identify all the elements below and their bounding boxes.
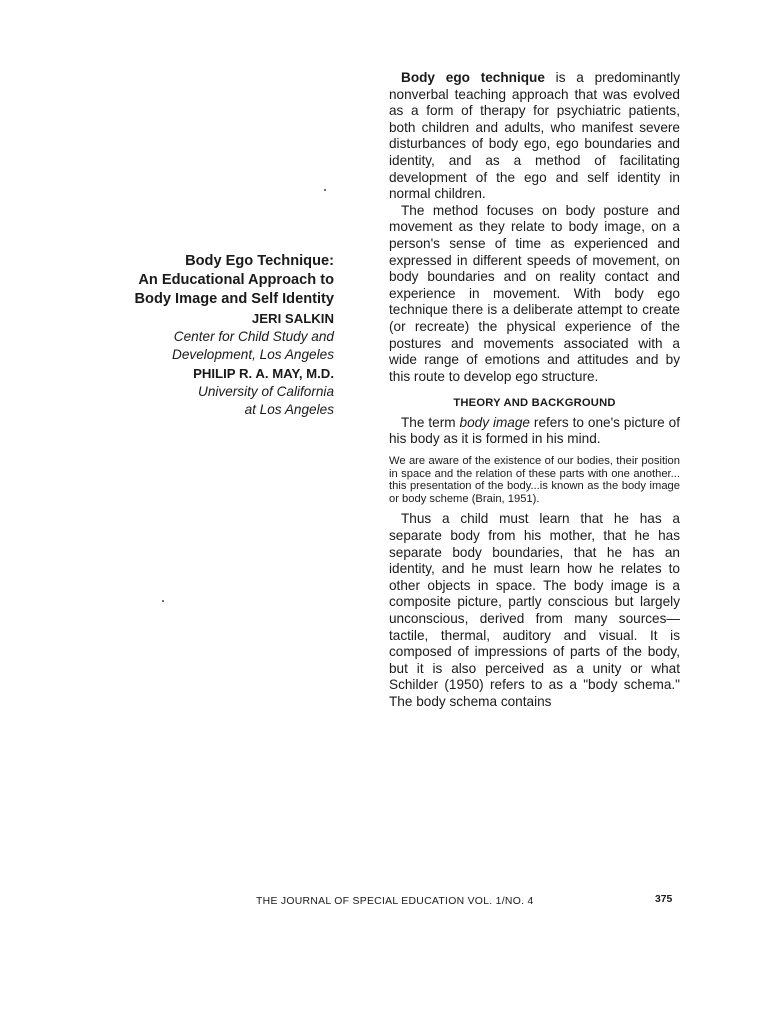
block-quote: We are aware of the existence of our bodies, their position in space and the relation of these parts with one another... this presentation of the body...is known as the body image or body scheme (Brain, 1951). (389, 455, 680, 505)
page-number: 375 (655, 894, 673, 905)
print-speck (162, 600, 164, 602)
lead-term: Body ego technique (401, 70, 545, 85)
author-affiliation: Center for Child Study and (173, 329, 334, 344)
paragraph-text: is a predominantly nonverbal teaching approach that was evolved as a form of therapy for psychiatric patients, both children and adults, who manifest severe disturbances of body ego, ego boundaries and identity, and as a method of facilitating development of the ego and self identity in normal children. (389, 70, 680, 202)
author-affiliation: at Los Angeles (244, 402, 334, 417)
paragraph-body-image: Thus a child must learn that he has a separate body from his mother, that he has separate body boundaries, that he has an identity, and he must learn how he relates to other objects in space. The body image is a composite picture, partly conscious but largely unconscious, derived from many sources—tactile, thermal, auditory and visual. It is composed of impressions of parts of the body, but it is also perceived as a unity or what Schilder (1950) refers to as a "body schema." The body schema contains (389, 511, 680, 709)
author-affiliation: University of California (198, 384, 334, 399)
title-block (60, 252, 334, 419)
journal-footer: THE JOURNAL OF SPECIAL EDUCATION VOL. 1/NO. 4 (256, 896, 534, 907)
emphasized-term: body image (459, 414, 530, 430)
paragraph-definition (389, 415, 680, 448)
author-name: PHILIP R. A. MAY, M.D. (193, 366, 334, 381)
article-title-line-2: An Educational Approach to (138, 272, 334, 288)
paragraph-method: The method focuses on body posture and movement as they relate to body image, on a person's sense of time as experienced and expressed in different speeds of movement, on body boundaries and on reality contact and experience in movement. With body ego technique there is a deliberate attempt to create (or recreate) the physical experience of the postures and movements associated with a wide range of emotions and attitudes and by this route to develop ego structure. (389, 202, 680, 384)
author-affiliation: Development, Los Angeles (172, 347, 334, 362)
author-name: JERI SALKIN (251, 311, 334, 326)
body-column (389, 70, 680, 711)
article-title-line-3: Body Image and Self Identity (134, 291, 334, 307)
paragraph-intro (389, 70, 680, 203)
paragraph-text: The term (401, 414, 460, 430)
section-heading: THEORY AND BACKGROUND (453, 397, 616, 410)
print-speck (324, 189, 326, 191)
paragraph-text: refers to one's picture of his body as it is formed in his mind. (389, 414, 680, 447)
article-title-line-1: Body Ego Technique: (185, 253, 334, 269)
